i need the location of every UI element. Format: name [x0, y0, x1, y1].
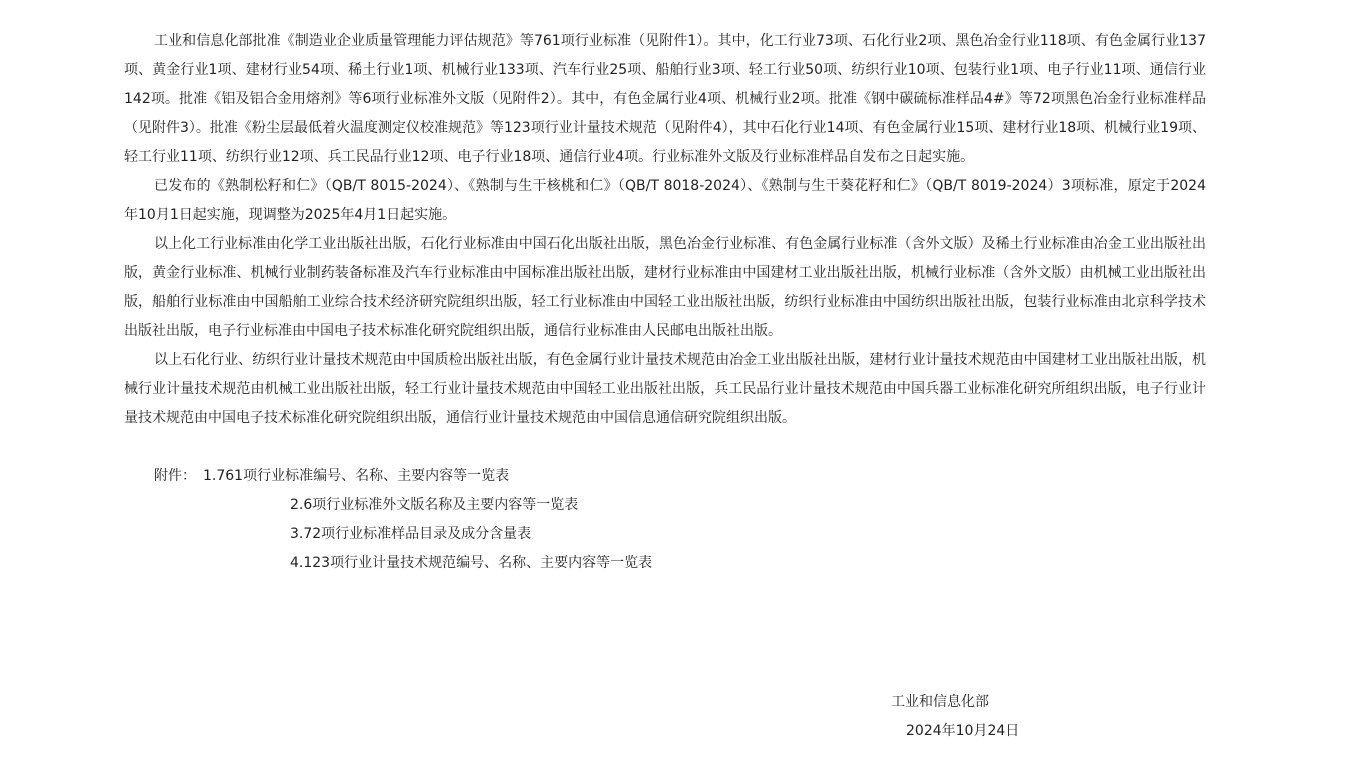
attachments-label: 附件：: [154, 468, 196, 484]
attachment-row: [124, 549, 1206, 578]
attachment-row: [124, 462, 1206, 491]
attachment-item-2: 2.6项行业标准外文版名称及主要内容等一览表: [290, 497, 579, 513]
attachment-row: [124, 520, 1206, 549]
document-body: [124, 27, 1206, 578]
attachment-item-4: 4.123项行业计量技术规范编号、名称、主要内容等一览表: [290, 555, 653, 571]
paragraph-date-adjustment: 已发布的《熟制松籽和仁》（QB/T 8015-2024）、《熟制与生干核桃和仁》（QB/T 8018-2024）、《熟制与生干葵花籽和仁》（QB/T 8019-2024）3项标准，原定于2024年10月1日起实施，现调整为2025年4月1日起实施。: [124, 178, 1206, 223]
paragraph-metrology-publishers: 以上石化行业、纺织行业计量技术规范由中国质检出版社出版，有色金属行业计量技术规范由冶金工业出版社出版，建材行业计量技术规范由中国建材工业出版社出版，机械行业计量技术规范由机械工业出版社出版，轻工行业计量技术规范由中国轻工业出版社出版，兵工民品行业计量技术规范由中国兵器工业标准化研究所组织出版，电子行业计量技术规范由中国电子技术标准化研究院组织出版，通信行业计量技术规范由中国信息通信研究院组织出版。: [124, 352, 1206, 426]
attachment-row: [124, 491, 1206, 520]
attachment-item-3: 3.72项行业标准样品目录及成分含量表: [290, 526, 532, 542]
attachment-item-1: 1.761项行业标准编号、名称、主要内容等一览表: [203, 468, 510, 484]
signature-organization: 工业和信息化部: [891, 694, 989, 710]
signature-date: 2024年10月24日: [906, 723, 1020, 739]
paragraph-standard-publishers: 以上化工行业标准由化学工业出版社出版，石化行业标准由中国石化出版社出版，黑色冶金行业标准、有色金属行业标准（含外文版）及稀土行业标准由冶金工业出版社出版，黄金行业标准、机械行业制药装备标准及汽车行业标准由中国标准出版社出版，建材行业标准由中国建材工业出版社出版，机械行业标准（含外文版）由机械工业出版社出版，船舶行业标准由中国船舶工业综合技术经济研究院组织出版，轻工行业标准由中国轻工业出版社出版，纺织行业标准由中国纺织出版社出版，包装行业标准由北京科学技术出版社出版，电子行业标准由中国电子技术标准化研究院组织出版，通信行业标准由人民邮电出版社出版。: [124, 236, 1206, 339]
attachments-list: [124, 462, 1206, 578]
paragraph-approval: 工业和信息化部批准《制造业企业质量管理能力评估规范》等761项行业标准（见附件1）。其中，化工行业73项、石化行业2项、黑色冶金行业118项、有色金属行业137项、黄金行业1项、建材行业54项、稀土行业1项、机械行业133项、汽车行业25项、船舶行业3项、轻工行业50项、纺织行业10项、包装行业1项、电子行业11项、通信行业142项。批准《铝及铝合金用熔剂》等6项行业标准外文版（见附件2）。其中，有色金属行业4项、机械行业2项。批准《钢中碳硫标准样品4#》等72项黑色冶金行业标准样品（见附件3）。批准《粉尘层最低着火温度测定仪校准规范》等123项行业计量技术规范（见附件4），其中石化行业14项、有色金属行业15项、建材行业18项、机械行业19项、轻工行业11项、纺织行业12项、兵工民品行业12项、电子行业18项、通信行业4项。行业标准外文版及行业标准样品自发布之日起实施。: [124, 33, 1206, 165]
